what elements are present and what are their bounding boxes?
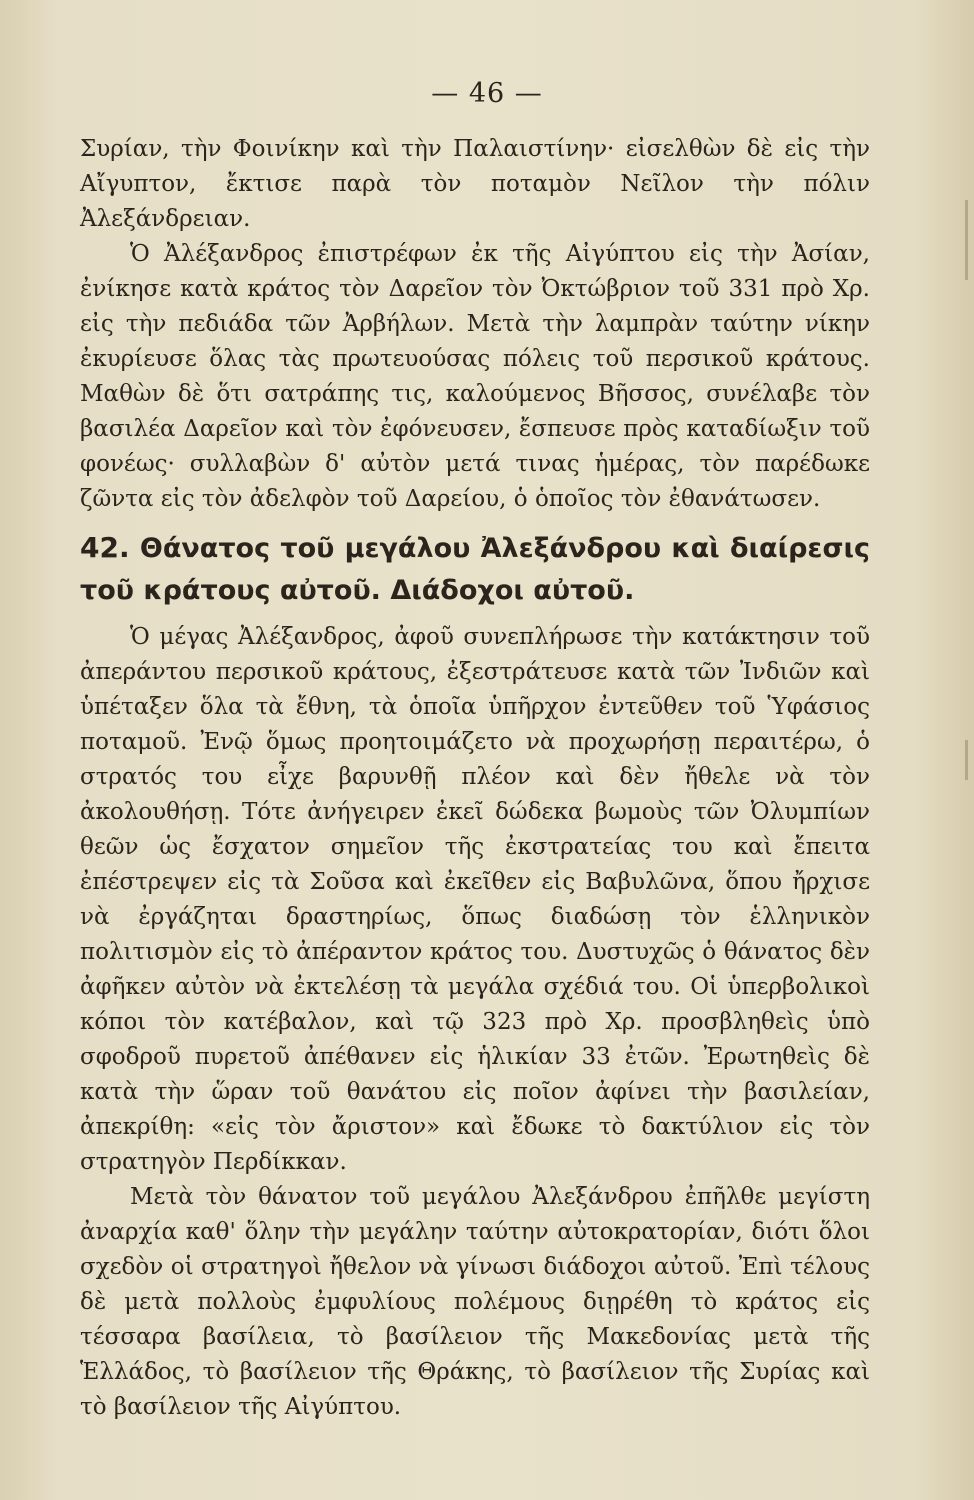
paragraph-2: Ὁ Ἀλέξανδρος ἐπιστρέφων ἐκ τῆς Αἰγύπτου εἰς τὴν Ἀσίαν, ἐνίκησε κατὰ κράτος τὸν Δαρεῖον τὸν Ὀκτώβριον τοῦ 331 πρὸ Χρ. εἰς τὴν πεδιάδα τῶν Ἀρβήλων. Μετὰ τὴν λαμπρὰν ταύτην νίκην ἐκυρίευσε ὅλας τὰς πρωτευούσας πόλεις τοῦ περσικοῦ κράτους. Μαθὼν δὲ ὅτι σατράπης τις, καλούμενος Βῆσσος, συνέλαβε τὸν βασιλέα Δαρεῖον καὶ τὸν ἐφόνευσεν, ἔσπευσε πρὸς καταδίωξιν τοῦ φονέως· συλλαβὼν δ' αὐτὸν μετά τινας ἡμέρας, τὸν παρέδωκε ζῶντα εἰς τὸν ἀδελφὸν τοῦ Δαρείου, ὁ ὁποῖος τὸν ἐθανάτωσεν. [80, 241, 870, 512]
binding-edge-mark [965, 200, 968, 280]
section-title: Θάνατος τοῦ μεγάλου Ἀλεξάνδρου καὶ διαίρεσις τοῦ κράτους αὐτοῦ. Διάδοχοι αὐτοῦ. [80, 533, 870, 606]
paragraph-1: Συρίαν, τὴν Φοινίκην καὶ τὴν Παλαιστίνην· εἰσελθὼν δὲ εἰς τὴν Αἴγυπτον, ἔκτισε παρὰ τὸν ποταμὸν Νεῖλον τὴν πόλιν Ἀλεξάνδρειαν. [80, 136, 870, 232]
page-body [80, 132, 870, 1425]
page-number: — 46 — [431, 78, 543, 109]
binding-edge-mark [965, 740, 968, 780]
paragraph-3: Ὁ μέγας Ἀλέξανδρος, ἀφοῦ συνεπλήρωσε τὴν κατάκτησιν τοῦ ἀπεράντου περσικοῦ κράτους, ἐξεστράτευσε κατὰ τῶν Ἰνδιῶν καὶ ὑπέταξεν ὅλα τὰ ἔθνη, τὰ ὁποῖα ὑπῆρχον ἐντεῦθεν τοῦ Ὑφάσιος ποταμοῦ. Ἐνῷ ὅμως προητοιμάζετο νὰ προχωρήσῃ περαιτέρω, ὁ στρατός του εἶχε βαρυνθῇ πλέον καὶ δὲν ἤθελε νὰ τὸν ἀκολουθήσῃ. Τότε ἀνήγειρεν ἐκεῖ δώδεκα βωμοὺς τῶν Ὀλυμπίων θεῶν ὡς ἔσχατον σημεῖον τῆς ἐκστρατείας του καὶ ἔπειτα ἐπέστρεψεν εἰς τὰ Σοῦσα καὶ ἐκεῖθεν εἰς Βαβυλῶνα, ὅπου ἤρχισε νὰ ἐργάζηται δραστηρίως, ὅπως διαδώσῃ τὸν ἑλληνικὸν πολιτισμὸν εἰς τὸ ἀπέραντον κράτος του. Δυστυχῶς ὁ θάνατος δὲν ἀφῆκεν αὐτὸν νὰ ἐκτελέσῃ τὰ μεγάλα σχέδιά του. Οἱ ὑπερβολικοὶ κόποι τὸν κατέβαλον, καὶ τῷ 323 πρὸ Χρ. προσβληθεὶς ὑπὸ σφοδροῦ πυρετοῦ ἀπέθανεν εἰς ἡλικίαν 33 ἐτῶν. Ἐρωτηθεὶς δὲ κατὰ τὴν ὥραν τοῦ θανάτου εἰς ποῖον ἀφίνει τὴν βασιλείαν, ἀπεκρίθη: «εἰς τὸν ἄριστον» καὶ ἔδωκε τὸ δακτύλιον εἰς τὸν στρατηγὸν Περδίκκαν. [80, 624, 870, 1175]
paragraph-4: Μετὰ τὸν θάνατον τοῦ μεγάλου Ἀλεξάνδρου ἐπῆλθε μεγίστη ἀναρχία καθ' ὅλην τὴν μεγάλην ταύτην αὐτοκρατορίαν, διότι ὅλοι σχεδὸν οἱ στρατηγοὶ ἤθελον νὰ γίνωσι διάδοχοι αὐτοῦ. Ἐπὶ τέλους δὲ μετὰ πολλοὺς ἐμφυλίους πολέμους διῃρέθη τὸ κράτος εἰς τέσσαρα βασίλεια, τὸ βασίλειον τῆς Μακεδονίας μετὰ τῆς Ἑλλάδος, τὸ βασίλειον τῆς Θράκης, τὸ βασίλειον τῆς Συρίας καὶ τὸ βασίλειον τῆς Αἰγύπτου. [80, 1184, 870, 1420]
section-number: 42. [80, 531, 130, 564]
section-heading [80, 527, 870, 612]
